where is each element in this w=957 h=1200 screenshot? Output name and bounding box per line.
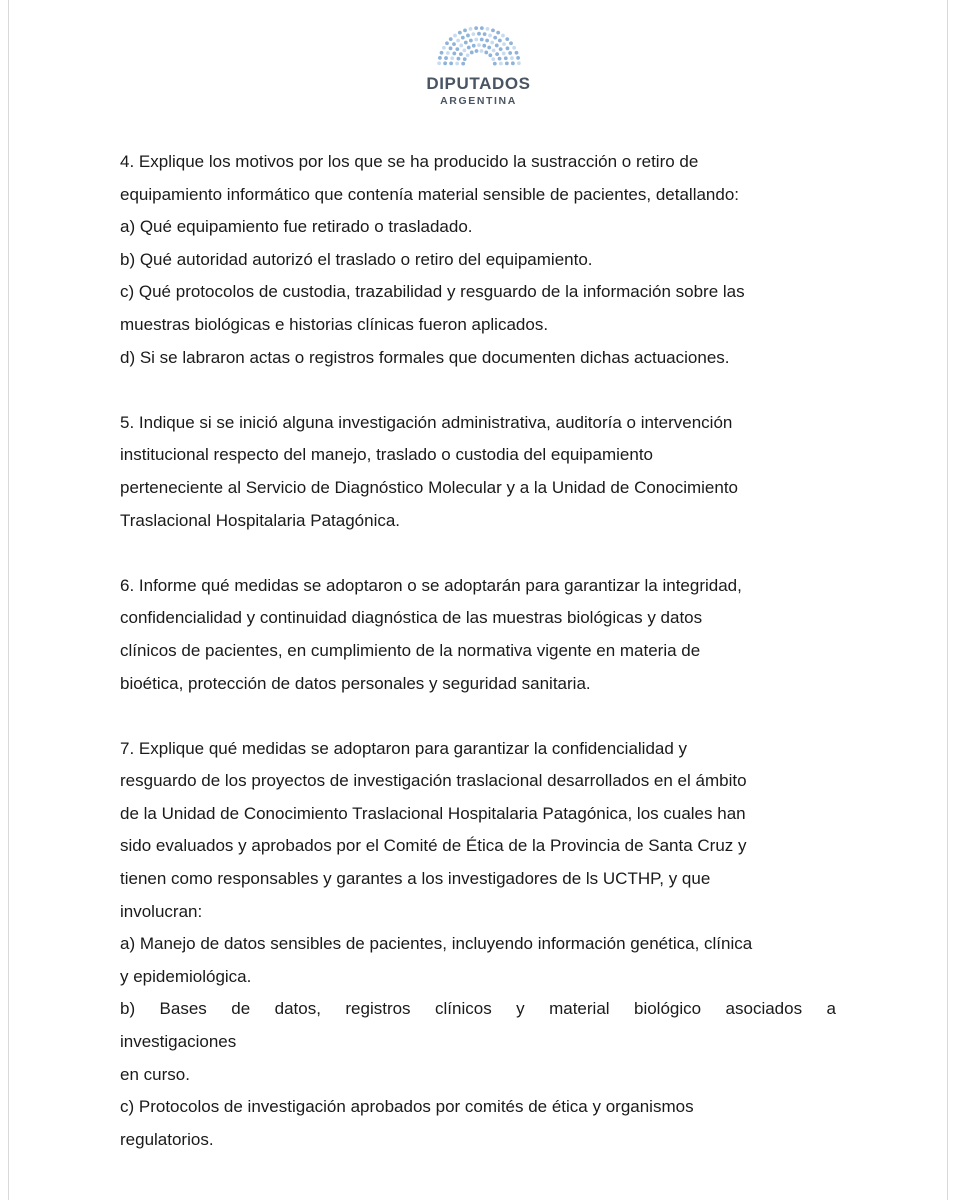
text-line: equipamiento informático que contenía material sensible de pacientes, detallando: (120, 184, 740, 204)
text-line: bioética, protección de datos personales y seguridad sanitaria. (120, 673, 591, 693)
text-line: 5. Indique si se inició alguna investigación administrativa, auditoría o intervención (120, 412, 733, 432)
text-line: resguardo de los proyectos de investigación traslacional desarrollados en el ámbito (120, 771, 747, 791)
text-line: institucional respecto del manejo, traslado o custodia del equipamiento (120, 445, 653, 465)
text-line: investigaciones (120, 1032, 237, 1052)
text-line: sido evaluados y aprobados por el Comité de Ética de la Provincia de Santa Cruz y (120, 836, 747, 856)
text-line: 4. Explique los motivos por los que se ha producido la sustracción o retiro de (120, 152, 699, 171)
text-line: b) Qué autoridad autorizó el traslado o retiro del equipamiento. (120, 249, 593, 269)
text-line: muestras biológicas e historias clínicas fueron aplicados. (120, 314, 549, 334)
question-4 (120, 146, 836, 374)
text-line: confidencialidad y continuidad diagnóstica de las muestras biológicas y datos (120, 608, 703, 628)
text-line: perteneciente al Servicio de Diagnóstico Molecular y a la Unidad de Conocimiento (120, 477, 739, 497)
text-line: Traslacional Hospitalaria Patagónica. (120, 510, 401, 530)
text-line: involucran: (120, 901, 203, 921)
text-line: c) Qué protocolos de custodia, trazabilidad y resguardo de la información sobre las (120, 282, 745, 302)
text-line: a) Manejo de datos sensibles de pacientes, incluyendo información genética, clínica (120, 934, 753, 954)
question-7 (120, 733, 836, 1157)
text-line: d) Si se labraron actas o registros formales que documenten dichas actuaciones. (120, 347, 730, 367)
text-line: b) Bases de datos, registros clínicos y material biológico asociados a (120, 999, 836, 1019)
text-line: clínicos de pacientes, en cumplimiento de la normativa vigente en materia de (120, 640, 701, 660)
text-line: 6. Informe qué medidas se adoptaron o se adoptarán para garantizar la integridad, (120, 575, 742, 595)
question-6 (120, 570, 836, 700)
text-line: y epidemiológica. (120, 966, 252, 986)
text-line: 7. Explique qué medidas se adoptaron para garantizar la confidencialidad y (120, 738, 688, 758)
text-line: en curso. (120, 1064, 190, 1084)
chamber-seats-logo-icon (433, 22, 525, 68)
text-line: tienen como responsables y garantes a los investigadores de ls UCTHP, y que (120, 869, 711, 889)
text-line: a) Qué equipamiento fue retirado o trasladado. (120, 217, 473, 237)
text-line: de la Unidad de Conocimiento Traslacional Hospitalaria Patagónica, los cuales han (120, 803, 746, 823)
letterhead (0, 22, 957, 108)
document-body (120, 146, 836, 1189)
text-line: c) Protocolos de investigación aprobados por comités de ética y organismos (120, 1097, 694, 1117)
question-5 (120, 407, 836, 537)
brand-title: DIPUTADOS (426, 74, 531, 93)
text-line: regulatorios. (120, 1129, 214, 1149)
brand-country: ARGENTINA (440, 95, 517, 107)
